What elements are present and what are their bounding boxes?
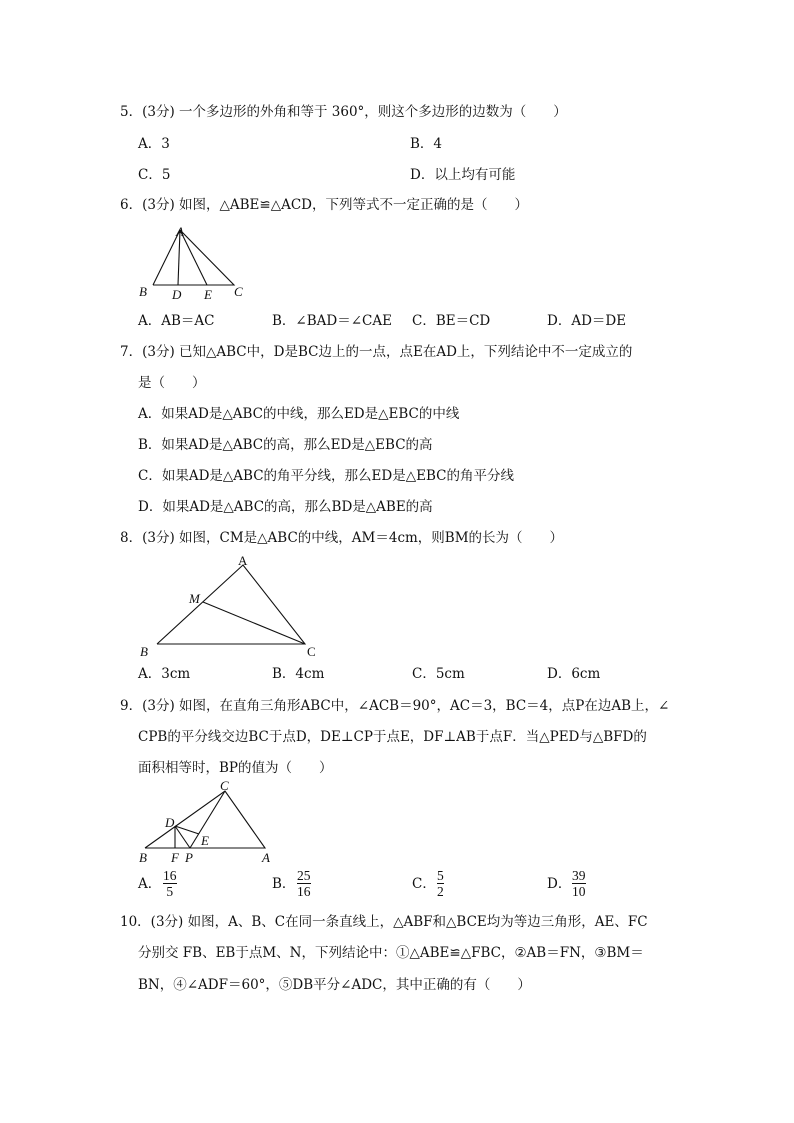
q8-option-b: B．4cm <box>272 666 325 682</box>
q9-label-f: F <box>171 850 179 865</box>
q6-stem: 6．(3分) 如图，△ABE≌△ACD，下列等式不一定正确的是（ ） <box>120 197 529 213</box>
q7-option-b: B．如果AD是△ABC的高，那么ED是△EBC的高 <box>138 437 433 453</box>
q7-option-d: D．如果AD是△ABC的高，那么BD是△ABE的高 <box>138 499 433 515</box>
q9-stem-line1: 9．(3分) 如图，在直角三角形ABC中，∠ACB＝90°，AC＝3，BC＝4，点P在边AB上，∠ <box>120 698 670 714</box>
q9-label-a: A <box>262 850 270 865</box>
q9-right-triangle-figure <box>135 778 295 868</box>
q6-label-a: A <box>176 224 184 239</box>
q8-label-a: A <box>238 553 248 568</box>
q9-option-d-numerator: 39 <box>572 868 586 883</box>
q9-option-b-numerator: 25 <box>297 868 311 883</box>
q9-label-c: C <box>220 778 229 793</box>
q6-option-c: C．BE＝CD <box>412 313 491 329</box>
q9-option-c-denominator: 2 <box>437 884 444 899</box>
q9-option-a-letter: A． <box>138 876 162 892</box>
q7-option-c: C．如果AD是△ABC的角平分线，那么ED是△EBC的角平分线 <box>138 468 514 484</box>
q6-option-d: D．AD＝DE <box>547 313 627 329</box>
q9-option-b-letter: B． <box>272 876 296 892</box>
q9-option-d-fraction <box>572 868 586 899</box>
q9-option-d-denominator: 10 <box>572 884 586 899</box>
q5-option-a: A．3 <box>138 136 170 152</box>
q9-stem-line2: CPB的平分线交边BC于点D，DE⊥CP于点E，DF⊥AB于点F．当△PED与△BFD的 <box>138 729 647 745</box>
q5-stem: 5．(3分) 一个多边形的外角和等于 360°，则这个多边形的边数为（ ） <box>120 104 567 120</box>
q6-label-c: C <box>234 284 243 299</box>
q10-stem-line1: 10．(3分) 如图，A、B、C在同一条直线上，△ABF和△BCE均为等边三角形，AE、FC <box>120 914 648 930</box>
q7-stem-line2: 是（ ） <box>138 375 206 391</box>
q5-option-c: C．5 <box>138 167 171 183</box>
q9-option-b-fraction <box>297 868 311 899</box>
q9-option-a-fraction <box>163 868 177 899</box>
q8-stem: 8．(3分) 如图，CM是△ABC的中线，AM＝4cm，则BM的长为（ ） <box>120 530 564 546</box>
q6-label-e: E <box>204 287 212 302</box>
q9-stem-line3: 面积相等时，BP的值为（ ） <box>138 760 333 776</box>
q6-option-b: B．∠BAD＝∠CAE <box>272 313 392 329</box>
q7-stem-line1: 7．(3分) 已知△ABC中，D是BC边上的一点，点E在AD上，下列结论中不一定成立的 <box>120 344 633 360</box>
q9-option-c-letter: C． <box>412 876 436 892</box>
q9-option-c-numerator: 5 <box>437 868 444 883</box>
q10-stem-line2: 分别交 FB、EB于点M、N，下列结论中：①△ABE≌△FBC，②AB＝FN，③BM＝ <box>138 945 644 961</box>
q9-option-d-letter: D． <box>547 876 572 892</box>
q8-option-d: D．6cm <box>547 666 601 682</box>
q9-label-p: P <box>185 850 193 865</box>
q8-option-a: A．3cm <box>138 666 191 682</box>
q5-option-d: D．以上均有可能 <box>410 167 516 183</box>
q9-label-d: D <box>165 815 175 830</box>
q8-option-c: C．5cm <box>412 666 465 682</box>
q6-triangle-figure <box>135 222 265 304</box>
q8-triangle-figure <box>135 553 335 658</box>
q10-stem-line3: BN，④∠ADF＝60°，⑤DB平分∠ADC，其中正确的有（ ） <box>138 977 531 993</box>
q5-option-b: B．4 <box>410 136 443 152</box>
q6-label-b: B <box>139 284 147 299</box>
q7-option-a: A．如果AD是△ABC的中线，那么ED是△EBC的中线 <box>138 406 460 422</box>
q6-label-d: D <box>172 287 182 302</box>
q9-option-a-numerator: 16 <box>163 868 177 883</box>
q9-option-c-fraction <box>437 868 444 899</box>
q8-label-b: B <box>140 644 148 658</box>
q9-option-a-denominator: 5 <box>166 884 174 899</box>
q6-option-a: A．AB＝AC <box>138 313 215 329</box>
q9-label-e: E <box>201 833 209 848</box>
q8-label-c: C <box>307 644 316 658</box>
q8-label-m: M <box>189 591 200 606</box>
q9-label-b: B <box>139 850 147 865</box>
q9-option-b-denominator: 16 <box>297 884 311 899</box>
